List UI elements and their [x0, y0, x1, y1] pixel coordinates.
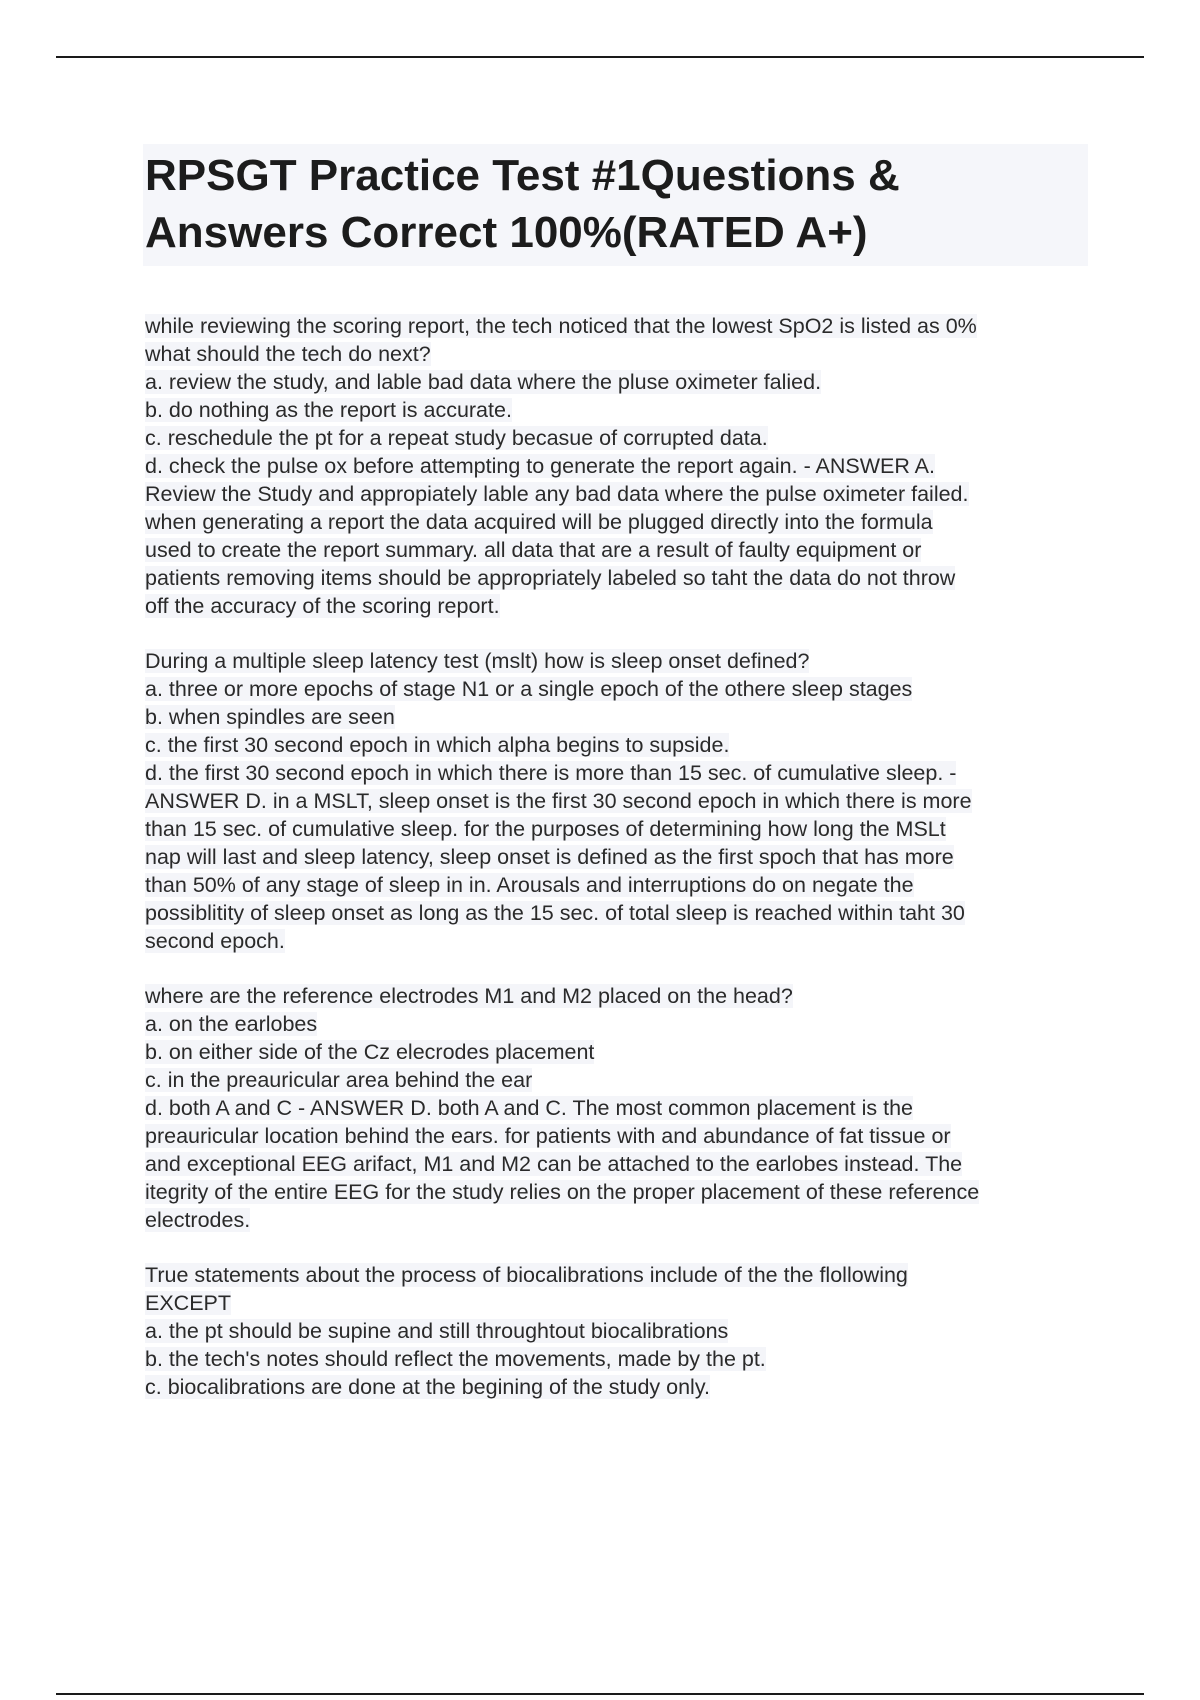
text-line: used to create the report summary. all data that are a result of faulty equipment or: [145, 538, 922, 562]
document-body: [145, 312, 1095, 1428]
text-line: b. do nothing as the report is accurate.: [145, 398, 512, 422]
text-line: itegrity of the entire EEG for the study relies on the proper placement of these reference: [145, 1180, 980, 1204]
bottom-rule: [56, 1693, 1144, 1695]
question-block-1: [145, 312, 1095, 620]
text-line: second epoch.: [145, 929, 285, 953]
title-line: RPSGT Practice Test #1Questions &: [145, 151, 900, 200]
question-block-3: [145, 982, 1095, 1234]
text-line: EXCEPT: [145, 1291, 232, 1315]
document-title: [143, 144, 1088, 266]
text-line: b. when spindles are seen: [145, 705, 395, 729]
text-line: where are the reference electrodes M1 and M2 placed on the head?: [145, 984, 793, 1008]
text-line: a. the pt should be supine and still throughtout biocalibrations: [145, 1319, 729, 1343]
text-line: d. both A and C - ANSWER D. both A and C. The most common placement is the: [145, 1096, 914, 1120]
text-line: During a multiple sleep latency test (mslt) how is sleep onset defined?: [145, 649, 810, 673]
text-line: b. the tech's notes should reflect the movements, made by the pt.: [145, 1347, 766, 1371]
text-line: than 50% of any stage of sleep in in. Arousals and interruptions do on negate the: [145, 873, 914, 897]
title-line: Answers Correct 100%(RATED A+): [145, 208, 868, 257]
text-line: a. review the study, and lable bad data where the pluse oximeter falied.: [145, 370, 822, 394]
text-line: c. reschedule the pt for a repeat study becasue of corrupted data.: [145, 426, 768, 450]
text-line: c. the first 30 second epoch in which alpha begins to supside.: [145, 733, 730, 757]
question-block-2: [145, 647, 1095, 955]
top-rule: [56, 56, 1144, 58]
text-line: a. three or more epochs of stage N1 or a single epoch of the othere sleep stages: [145, 677, 913, 701]
text-line: while reviewing the scoring report, the tech noticed that the lowest SpO2 is listed as 0%: [145, 314, 977, 338]
text-line: b. on either side of the Cz elecrodes placement: [145, 1040, 595, 1064]
text-line: c. biocalibrations are done at the begining of the study only.: [145, 1375, 710, 1399]
text-line: ANSWER D. in a MSLT, sleep onset is the first 30 second epoch in which there is more: [145, 789, 972, 813]
text-line: c. in the preauricular area behind the ear: [145, 1068, 533, 1092]
text-line: nap will last and sleep latency, sleep onset is defined as the first spoch that has more: [145, 845, 954, 869]
text-line: and exceptional EEG arifact, M1 and M2 can be attached to the earlobes instead. The: [145, 1152, 963, 1176]
text-line: off the accuracy of the scoring report.: [145, 594, 500, 618]
text-line: d. check the pulse ox before attempting to generate the report again. - ANSWER A.: [145, 454, 935, 478]
question-block-4: [145, 1261, 1095, 1401]
text-line: patients removing items should be appropriately labeled so taht the data do not throw: [145, 566, 956, 590]
text-line: preauricular location behind the ears. for patients with and abundance of fat tissue or: [145, 1124, 951, 1148]
text-line: than 15 sec. of cumulative sleep. for the purposes of determining how long the MSLt: [145, 817, 946, 841]
text-line: d. the first 30 second epoch in which there is more than 15 sec. of cumulative sleep. -: [145, 761, 957, 785]
text-line: electrodes.: [145, 1208, 251, 1232]
text-line: True statements about the process of biocalibrations include of the the flollowing: [145, 1263, 908, 1287]
text-line: what should the tech do next?: [145, 342, 431, 366]
text-line: a. on the earlobes: [145, 1012, 318, 1036]
text-line: possiblitity of sleep onset as long as the 15 sec. of total sleep is reached within taht 30: [145, 901, 965, 925]
text-line: when generating a report the data acquired will be plugged directly into the formula: [145, 510, 933, 534]
text-line: Review the Study and appropiately lable any bad data where the pulse oximeter failed.: [145, 482, 969, 506]
